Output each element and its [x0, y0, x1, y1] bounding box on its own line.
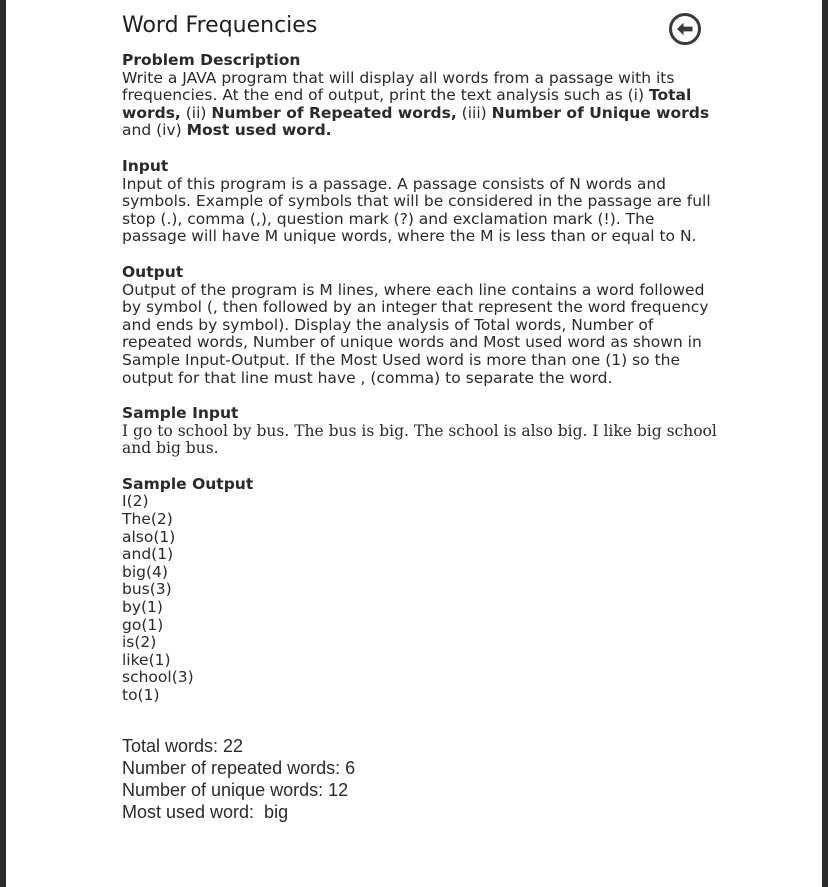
sample-output-heading: Sample Output	[122, 474, 254, 493]
problem-text-3: (iii)	[456, 103, 492, 122]
total-words-line: Total words: 22	[122, 735, 244, 756]
output-line: and(1)	[122, 545, 174, 564]
problem-text-2: (ii)	[180, 103, 212, 122]
output-section	[122, 264, 722, 387]
output-line: I(2)	[122, 492, 149, 511]
input-heading: Input	[122, 156, 169, 175]
output-line: go(1)	[122, 615, 164, 634]
page-title: Word Frequencies	[122, 13, 318, 38]
sample-input-text: I go to school by bus. The bus is big. The school is also big. I like big school and big bus.	[122, 421, 717, 458]
output-line: The(2)	[122, 510, 173, 529]
repeated-words-bold: Number of Repeated words,	[211, 103, 457, 122]
sample-output-section	[122, 476, 722, 705]
sample-input-heading: Sample Input	[122, 404, 239, 423]
input-text: Input of this program is a passage. A passage consists of N words and symbols. Example of symbols that will be considered in the passage are full stop (.), comma (,), question mark (?) and exclamation mark (!). The passage will have M unique words, where the M is less than or equal to N.	[122, 174, 711, 246]
stats-section	[122, 735, 722, 823]
output-line: big(4)	[122, 562, 168, 581]
total-words-bold: Total words,	[122, 86, 692, 122]
output-line: also(1)	[122, 527, 176, 546]
output-line: like(1)	[122, 650, 171, 669]
problem-text-4: and (iv)	[122, 121, 187, 140]
most-used-word-line: Most used word: big	[122, 801, 289, 822]
page	[6, 0, 822, 887]
input-section	[122, 158, 722, 246]
problem-text-1: Write a JAVA program that will display all words from a passage with its frequencies. At the end of output, print the text analysis such as (i)	[122, 68, 675, 105]
unique-words-bold: Number of Unique words	[491, 103, 710, 122]
problem-section	[122, 52, 722, 140]
problem-heading: Problem Description	[122, 51, 301, 69]
back-arrow-circle-icon[interactable]	[668, 12, 702, 46]
repeated-words-line: Number of repeated words: 6	[122, 757, 356, 778]
output-text: Output of the program is M lines, where each line contains a word followed by symbol (, then followed by an integer that represent the word frequency and ends by symbol). Display the analysis of Total words, Number of repeated words, Number of unique words and Most used word as shown in Sample Input-Output. If the Most Used word is more than one (1) so the output for that line must have , (comma) to separate the word.	[122, 280, 709, 387]
output-line: is(2)	[122, 633, 157, 652]
output-line: to(1)	[122, 686, 160, 704]
unique-words-line: Number of unique words: 12	[122, 779, 349, 800]
output-line: school(3)	[122, 668, 194, 687]
problem-text	[122, 70, 722, 140]
sample-input-section	[122, 405, 722, 458]
output-line: by(1)	[122, 598, 163, 617]
output-line: bus(3)	[122, 580, 172, 599]
problem-text-5: .	[325, 121, 332, 140]
output-heading: Output	[122, 262, 184, 281]
most-used-word-bold: Most used word	[186, 121, 326, 140]
content	[122, 10, 722, 823]
